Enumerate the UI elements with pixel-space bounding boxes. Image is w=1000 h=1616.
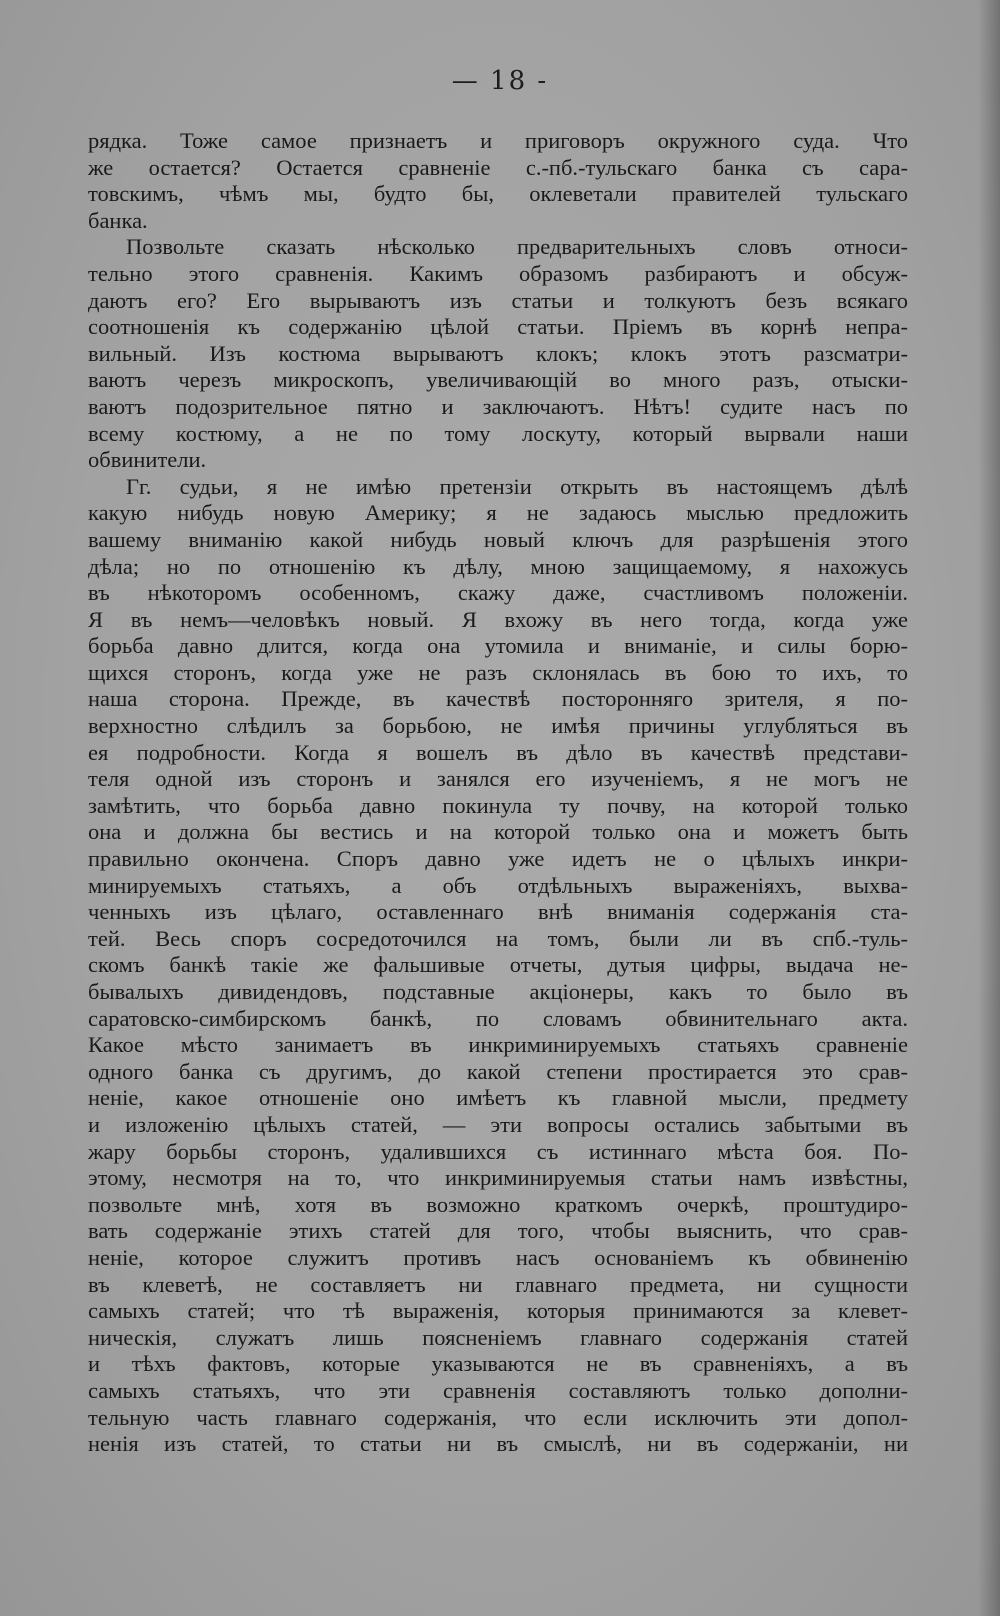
text-line: ваютъ черезъ микроскопъ, увеличивающій во много разъ, отыски-: [88, 367, 908, 393]
text-line: неніе, какое отношеніе оно имѣетъ къ главной мысли, предмету: [88, 1085, 908, 1111]
text-line: въ клеветѣ, не составляетъ ни главнаго предмета, ни сущности: [88, 1271, 908, 1297]
text-line: тей. Весь споръ сосредоточился на томъ, были ли въ спб.-туль-: [88, 925, 908, 951]
text-line: Гг. судьи, я не имѣю претензіи открыть въ настоящемъ дѣлѣ: [126, 473, 908, 499]
text-line: замѣтить, что борьба давно покинула ту почву, на которой только: [88, 792, 908, 818]
text-line: вильный. Изъ костюма вырываютъ клокъ; клокъ этотъ разсматри-: [88, 340, 908, 366]
page-number: — 18 -: [451, 66, 549, 96]
text-line: Позвольте сказать нѣсколько предварительныхъ словъ относи-: [126, 234, 908, 260]
text-line: Какое мѣсто занимаетъ въ инкриминируемыхъ статьяхъ сравненіе: [88, 1032, 908, 1058]
text-line: и изложенію цѣлыхъ статей, — эти вопросы остались забытыми въ: [88, 1111, 908, 1137]
text-line: борьба давно длится, когда она утомила и вниманіе, и силы борю-: [88, 633, 908, 659]
text-line: ническія, служатъ лишь поясненіемъ главнаго содержанія статей: [88, 1324, 908, 1350]
text-line: неніе, которое служитъ противъ насъ основаніемъ къ обвиненію: [88, 1244, 908, 1270]
text-line: бывалыхъ дивидендовъ, подставные акціонеры, какъ то было въ: [88, 979, 908, 1004]
text-line: жару борьбы сторонъ, удалившихся съ истиннаго мѣста боя. По-: [88, 1138, 908, 1164]
text-line: ваютъ подозрительное пятно и заключаютъ. Нѣтъ! судите насъ по: [88, 393, 908, 419]
text-line: этому, несмотря на то, что инкриминируемыя статьи намъ извѣстны,: [88, 1165, 908, 1191]
text-line: щихся сторонъ, когда уже не разъ склонялась въ бою то ихъ, то: [88, 659, 908, 685]
text-line: вать содержаніе этихъ статей для того, чтобы выяснить, что срав-: [88, 1218, 908, 1244]
text-line: верхностно слѣдилъ за борьбою, не имѣя причины углубляться въ: [88, 713, 908, 739]
text-line: ченныхъ изъ цѣлаго, оставленнаго внѣ вниманія содержанія ста-: [88, 899, 908, 925]
text-line: вашему вниманію какой нибудь новый ключъ для разрѣшенія этого: [88, 526, 908, 552]
text-line: скомъ банкѣ такіе же фальшивые отчеты, дутыя цифры, выдача не-: [88, 952, 908, 978]
text-line: рядка. Тоже самое признаетъ и приговоръ окружного суда. Что: [88, 128, 908, 153]
text-line: ея подробности. Когда я вошелъ въ дѣло въ качествѣ представи-: [88, 739, 908, 765]
text-line: теля одной изъ сторонъ и занялся его изученіемъ, я не могъ не: [88, 766, 908, 792]
text-line: соотношенія къ содержанію цѣлой статьи. Пріемъ въ корнѣ непра-: [88, 314, 908, 340]
body-text: [88, 128, 908, 1458]
text-line: она и должна бы вестись и на которой только она и можетъ быть: [88, 819, 908, 845]
text-line: самыхъ статей; что тѣ выраженія, которыя принимаются за клевет-: [88, 1298, 908, 1324]
text-line: Я въ немъ—человѣкъ новый. Я вхожу въ него тогда, когда уже: [88, 606, 908, 632]
text-line: саратовско-симбирскомъ банкѣ, по словамъ обвинительнаго акта.: [88, 1005, 908, 1031]
text-line: одного банка съ другимъ, до какой степени простирается это срав-: [88, 1058, 908, 1084]
text-line: дѣла; но по отношенію къ дѣлу, мною защищаемому, я нахожусь: [88, 553, 908, 579]
text-line: тельную часть главнаго содержанія, что если исключить эти допол-: [88, 1404, 908, 1430]
text-line: ненія изъ статей, то статьи ни въ смыслѣ, ни въ содержаніи, ни: [88, 1431, 908, 1457]
text-line: тельно этого сравненія. Какимъ образомъ разбираютъ и обсуж-: [88, 260, 908, 286]
text-line: минируемыхъ статьяхъ, а объ отдѣльныхъ выраженіяхъ, выхва-: [88, 872, 908, 898]
text-line: самыхъ статьяхъ, что эти сравненія составляютъ только дополни-: [88, 1377, 908, 1403]
spine-shadow: [978, 0, 1000, 1616]
text-line: какую нибудь новую Америку; я не задаюсь мыслью предложить: [88, 500, 908, 526]
text-line: обвинители.: [88, 447, 207, 473]
text-line: же остается? Остается сравненіе с.-пб.-тульскаго банка съ сара-: [88, 154, 908, 180]
text-line: всему костюму, а не по тому лоскуту, который вырвали наши: [88, 420, 908, 446]
text-line: даютъ его? Его вырываютъ изъ статьи и толкуютъ безъ всякаго: [88, 287, 908, 313]
text-line: въ нѣкоторомъ особенномъ, скажу даже, счастливомъ положеніи.: [88, 580, 908, 606]
text-line: товскимъ, чѣмъ мы, будто бы, оклеветали правителей тульскаго: [88, 181, 908, 207]
text-line: правильно окончена. Споръ давно уже идетъ не о цѣлыхъ инкри-: [88, 846, 908, 872]
text-line: наша сторона. Прежде, въ качествѣ посторонняго зрителя, я по-: [88, 686, 908, 712]
text-line: позвольте мнѣ, хотя въ возможно краткомъ очеркѣ, проштудиро-: [88, 1191, 908, 1217]
text-line: и тѣхъ фактовъ, которые указываются не въ сравненіяхъ, а въ: [88, 1351, 908, 1377]
text-line: банка.: [88, 207, 148, 233]
